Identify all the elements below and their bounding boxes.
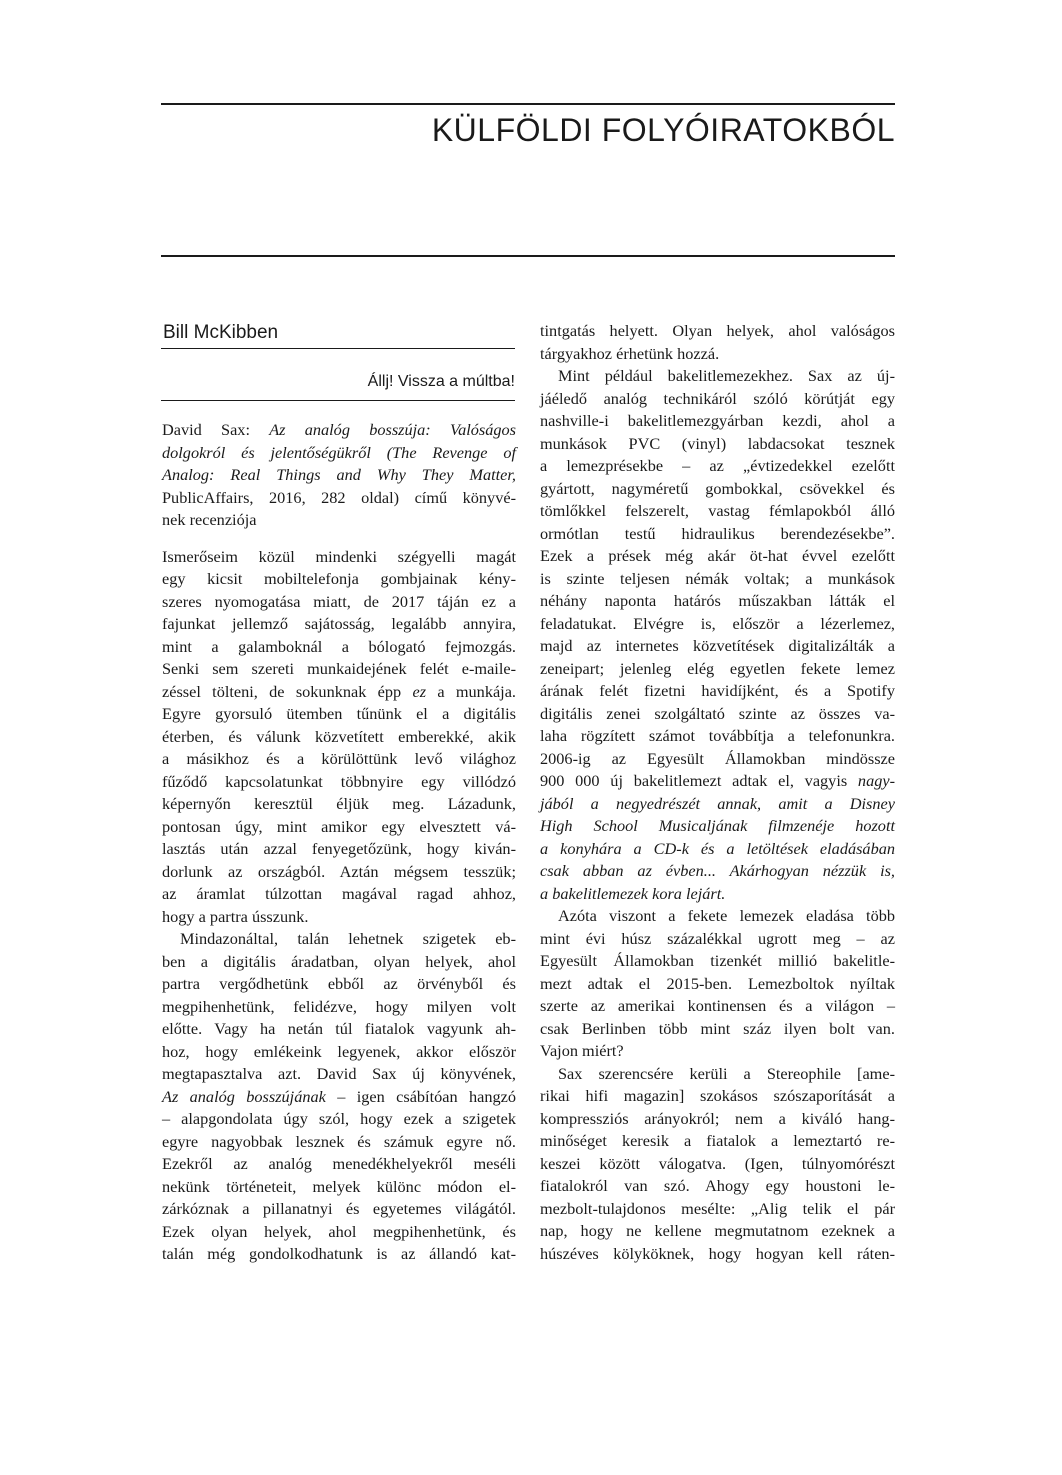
text-line bbox=[162, 1198, 516, 1221]
text-line bbox=[162, 487, 516, 510]
text-run: zárkóznak a pillanatnyi és egyetemes világától. bbox=[162, 1199, 516, 1218]
text-line bbox=[162, 509, 516, 532]
text-line bbox=[162, 1176, 516, 1199]
text-run: Ezek olyan helyek, ahol megpihenhetünk, és bbox=[162, 1221, 516, 1241]
text-run: az áramlat túlzottan magával ragad ahhoz, bbox=[162, 884, 516, 903]
text-run: lasztás után azzal fenyegetőzünk, hogy kiván- bbox=[162, 839, 516, 858]
text-run: tárgyakhoz érhetünk hozzá. bbox=[540, 343, 720, 363]
left-column bbox=[162, 419, 516, 1266]
text-run: nekünk történeteit, melyek különc módon el- bbox=[162, 1176, 516, 1196]
text-line bbox=[162, 793, 516, 816]
text-run: is szinte teljesen némák voltak; a munkások bbox=[540, 568, 895, 588]
text-run: zéssel tölteni, de sokunknak épp bbox=[162, 681, 413, 701]
text-run: 900 000 új bakelitlemezt adtak el, vagyis bbox=[540, 771, 858, 790]
text-line bbox=[162, 973, 516, 996]
text-line bbox=[162, 951, 516, 974]
italic-text: a konyhára a CD-k és a letöltések eladásában bbox=[540, 838, 895, 858]
text-run: feladatukat. Elvégre is, először a lézerlemez, bbox=[540, 613, 895, 633]
text-run: fajunkat jellemző sajátosság, legalább annyira, bbox=[162, 614, 516, 633]
text-line bbox=[540, 995, 895, 1018]
text-run: tömlőkkel felszerelt, vastag fémlapokból álló bbox=[540, 501, 895, 520]
text-run: Ezekről az analóg menedékhelyekről meséli bbox=[162, 1154, 516, 1173]
text-line bbox=[540, 388, 895, 411]
text-line bbox=[162, 883, 516, 906]
text-line bbox=[162, 996, 516, 1019]
text-run: egyre nagyobbak lesznek és számuk egyre nő. bbox=[162, 1131, 516, 1151]
italic-text: ez bbox=[412, 681, 427, 701]
text-run: hoz, hogy emlékeink legyenek, akkor először bbox=[162, 1041, 516, 1061]
text-line bbox=[540, 1198, 895, 1221]
text-run: mint a galamboknál a bólogató fejmozgás. bbox=[162, 636, 516, 656]
author-name: Bill McKibben bbox=[163, 322, 279, 343]
text-run: Ezek a prések még akár öt-hat évvel ezelőtt bbox=[540, 546, 895, 565]
text-line bbox=[162, 568, 516, 591]
text-line bbox=[540, 883, 895, 906]
text-line bbox=[540, 905, 895, 928]
text-line bbox=[162, 838, 516, 861]
text-run: digitális zenei szolgáltató szinte az összes va- bbox=[540, 703, 895, 723]
text-line bbox=[540, 725, 895, 748]
article-body-left bbox=[162, 546, 516, 1266]
text-line bbox=[162, 1221, 516, 1244]
text-run: Sax szerencsére kerüli a Stereophile [ame- bbox=[558, 1063, 895, 1083]
text-line bbox=[162, 1108, 516, 1131]
text-run: ormótlan testű hidraulikus berendezésekbe”. bbox=[540, 523, 895, 543]
text-run: Mint például bakelitlemezekhez. Sax az új- bbox=[558, 366, 895, 385]
text-run: fiatalokról van szó. Ahogy egy houstoni le- bbox=[540, 1176, 895, 1195]
text-line bbox=[162, 703, 516, 726]
text-line bbox=[540, 1108, 895, 1131]
text-line bbox=[162, 591, 516, 614]
italic-text: Az analóg bosszúja: Valóságos bbox=[269, 420, 516, 439]
text-run: – igen csábítóan hangzó bbox=[325, 1086, 516, 1106]
text-line bbox=[540, 343, 895, 366]
text-run: – alapgondolata úgy szól, hogy ezek a szigetek bbox=[162, 1109, 516, 1128]
text-run: éterben, és válunk közvetített emberekké, akik bbox=[162, 726, 516, 746]
text-run: keszei között válogatva. (Igen, túlnyomórészt bbox=[540, 1153, 895, 1173]
text-run: Egyre gyorsuló ütemben tűnünk el a digitális bbox=[162, 704, 516, 723]
text-line bbox=[162, 681, 516, 704]
text-line bbox=[540, 748, 895, 771]
header-bottom-rule bbox=[161, 255, 895, 257]
text-run: képernyőn keresztül éljük meg. Lázadunk, bbox=[162, 794, 516, 813]
text-line bbox=[540, 1243, 895, 1266]
text-run: néhány naponta határós műszakban látták el bbox=[540, 591, 895, 610]
text-line bbox=[162, 816, 516, 839]
text-run: szeres nyomogatása miatt, de 2017 táján ez a bbox=[162, 591, 516, 611]
italic-text: High School Musicaljának filmzenéje hozott bbox=[540, 816, 895, 835]
text-line bbox=[540, 613, 895, 636]
text-run: laha rögzített számot továbbítja a telefonunkra. bbox=[540, 726, 895, 745]
text-run: megpihenhetünk, felidézve, hogy milyen volt bbox=[162, 996, 516, 1016]
text-run: a munkája. bbox=[426, 681, 517, 701]
text-run: 2006-ig az Egyesült Államokban mindössze bbox=[540, 748, 895, 768]
text-line bbox=[540, 568, 895, 591]
text-line bbox=[540, 1040, 895, 1063]
text-line bbox=[162, 1041, 516, 1064]
text-run: mint évi húsz százalékkal ugrott meg – az bbox=[540, 928, 895, 948]
text-run: munkások PVC (vinyl) labdacsokat tesznek bbox=[540, 433, 895, 453]
text-line bbox=[162, 906, 516, 929]
text-line bbox=[540, 793, 895, 816]
section-title: KÜLFÖLDI FOLYÓIRATOKBÓL bbox=[431, 112, 895, 148]
text-run: nek recenziója bbox=[162, 510, 257, 529]
author-rule bbox=[161, 348, 515, 349]
text-run: egy kicsit mobiltelefonja gombjainak kény- bbox=[162, 569, 516, 588]
text-line bbox=[162, 1018, 516, 1041]
text-line bbox=[162, 861, 516, 884]
text-run: jáéledő analóg technikáról szóló körútját egy bbox=[540, 388, 895, 408]
text-line bbox=[540, 1063, 895, 1086]
text-line bbox=[540, 478, 895, 501]
text-line bbox=[540, 860, 895, 883]
text-line bbox=[540, 365, 895, 388]
text-line bbox=[162, 658, 516, 681]
text-run: nap, hogy ne kellene megmutatnom ezeknek a bbox=[540, 1221, 895, 1240]
text-line bbox=[162, 419, 516, 442]
text-run: partra vergődhetünk ebből az örvényből és bbox=[162, 974, 516, 993]
text-line bbox=[162, 748, 516, 771]
text-line bbox=[540, 455, 895, 478]
text-line bbox=[540, 433, 895, 456]
text-run: mezt adtak el 2015-ben. Lemezboltok nyíltak bbox=[540, 973, 895, 993]
text-run: zeneipart; jelenleg elég egyetlen fekete lemez bbox=[540, 658, 895, 678]
text-line bbox=[540, 680, 895, 703]
text-run: árának felét fizetni havidíjként, és a Spotify bbox=[540, 681, 895, 700]
italic-text: jából a negyedrészét annak, amit a Disney bbox=[540, 793, 895, 813]
text-run: gyártott, nagyméretű gombokkal, csövekkel és bbox=[540, 478, 895, 498]
text-run: David Sax: bbox=[162, 420, 270, 439]
text-line bbox=[162, 546, 516, 569]
italic-text: Analog: Real Things and Why They Matter, bbox=[162, 465, 516, 484]
text-line bbox=[540, 770, 895, 793]
italic-text: dolgokról és jelentőségükről (The Revenge of bbox=[162, 442, 516, 462]
text-line bbox=[162, 1131, 516, 1154]
book-reference bbox=[162, 419, 516, 532]
text-run: Senki sem szereti munkaidejének felét e-maile- bbox=[162, 659, 516, 678]
text-line bbox=[162, 771, 516, 794]
text-line bbox=[162, 928, 516, 951]
text-line bbox=[540, 1153, 895, 1176]
text-line bbox=[540, 635, 895, 658]
text-run: dorlunk az országból. Aztán mégsem tesszük; bbox=[162, 861, 516, 881]
text-run: Egyesült Államokban tizenkét millió bakelitle- bbox=[540, 951, 895, 970]
text-line bbox=[540, 703, 895, 726]
text-run: húszéves kölyköknek, hogy hogyan kell ráten- bbox=[540, 1243, 895, 1263]
text-run: nashville-i bakelitlemezgyárban kezdi, ahol a bbox=[540, 411, 895, 430]
right-column bbox=[540, 320, 895, 1265]
text-line bbox=[162, 1086, 516, 1109]
text-run: Mindazonáltal, talán lehetnek szigetek eb- bbox=[180, 929, 516, 948]
text-line bbox=[540, 1130, 895, 1153]
text-run: a másikhoz és a körülöttünk levő világhoz bbox=[162, 749, 516, 768]
text-run: ben a digitális áradatban, olyan helyek, ahol bbox=[162, 951, 516, 971]
text-run: szerte az amerikai kontinensen és a világon – bbox=[540, 996, 895, 1015]
text-line bbox=[540, 523, 895, 546]
text-line bbox=[540, 658, 895, 681]
text-line bbox=[540, 410, 895, 433]
italic-text: csak abban az évben... Akárhogyan nézzük is, bbox=[540, 861, 895, 880]
text-line bbox=[540, 545, 895, 568]
text-run: Vajon miért? bbox=[540, 1041, 624, 1060]
text-line bbox=[540, 838, 895, 861]
text-line bbox=[162, 1063, 516, 1086]
text-run: kompressziós arányokról; nem a kiváló hang- bbox=[540, 1108, 895, 1128]
text-run: majd az internetes közvetítések digitalizálták a bbox=[540, 636, 895, 655]
text-run: hogy a partra ússzunk. bbox=[162, 906, 309, 926]
text-line bbox=[162, 442, 516, 465]
text-line bbox=[162, 613, 516, 636]
text-run: PublicAffairs, 2016, 282 oldal) című könyvé- bbox=[162, 487, 516, 507]
article-body-right bbox=[540, 320, 895, 1265]
text-line bbox=[540, 590, 895, 613]
text-run: megtapasztalva azt. David Sax új könyvének, bbox=[162, 1064, 516, 1083]
italic-text: nagy- bbox=[857, 771, 895, 790]
text-run: mezbolt-tulajdonos mesélte: „Alig telik el pár bbox=[540, 1198, 895, 1218]
text-line bbox=[540, 1175, 895, 1198]
text-run: a lemezprésekbe – az „évtizedekkel ezelőtt bbox=[540, 456, 895, 475]
text-run: tintgatás helyett. Olyan helyek, ahol valóságos bbox=[540, 321, 895, 340]
text-run: előtte. Vagy ha netán túl fiatalok vagyunk ah- bbox=[162, 1019, 516, 1038]
text-line bbox=[540, 320, 895, 343]
text-run: rikai hifi magazin] szokásos szószaporítását a bbox=[540, 1086, 895, 1105]
text-line bbox=[162, 726, 516, 749]
article-title: Állj! Vissza a múltba! bbox=[367, 373, 515, 390]
text-run: pontosan úgy, mint amikor egy elvesztett vá- bbox=[162, 816, 516, 836]
text-run: minőséget keresik a fiatalok a lemeztartó re- bbox=[540, 1131, 895, 1150]
text-line bbox=[162, 1153, 516, 1176]
text-run: talán még gondolkodhatunk is az állandó kat- bbox=[162, 1244, 516, 1263]
text-run: Azóta viszont a fekete lemezek eladása több bbox=[558, 906, 895, 925]
top-rule bbox=[161, 103, 895, 105]
text-run: Ismerőseim közül mindenki szégyelli magát bbox=[162, 546, 516, 566]
text-line bbox=[162, 1243, 516, 1266]
text-line bbox=[540, 928, 895, 951]
text-run: fűződő kapcsolatunkat többnyire egy villódzó bbox=[162, 771, 516, 791]
text-run: csak Berlinben több mint száz ilyen bolt van. bbox=[540, 1018, 895, 1038]
italic-text: Az analóg bosszújának bbox=[162, 1086, 326, 1106]
text-line bbox=[540, 1220, 895, 1243]
paragraph-gap bbox=[162, 532, 516, 546]
text-line bbox=[540, 1085, 895, 1108]
text-line bbox=[540, 950, 895, 973]
text-line bbox=[540, 815, 895, 838]
text-line bbox=[162, 464, 516, 487]
text-line bbox=[540, 1018, 895, 1041]
text-line bbox=[162, 636, 516, 659]
title-rule bbox=[161, 400, 515, 401]
text-line bbox=[540, 973, 895, 996]
italic-text: a bakelitlemezek kora lejárt. bbox=[540, 883, 726, 903]
text-line bbox=[540, 500, 895, 523]
